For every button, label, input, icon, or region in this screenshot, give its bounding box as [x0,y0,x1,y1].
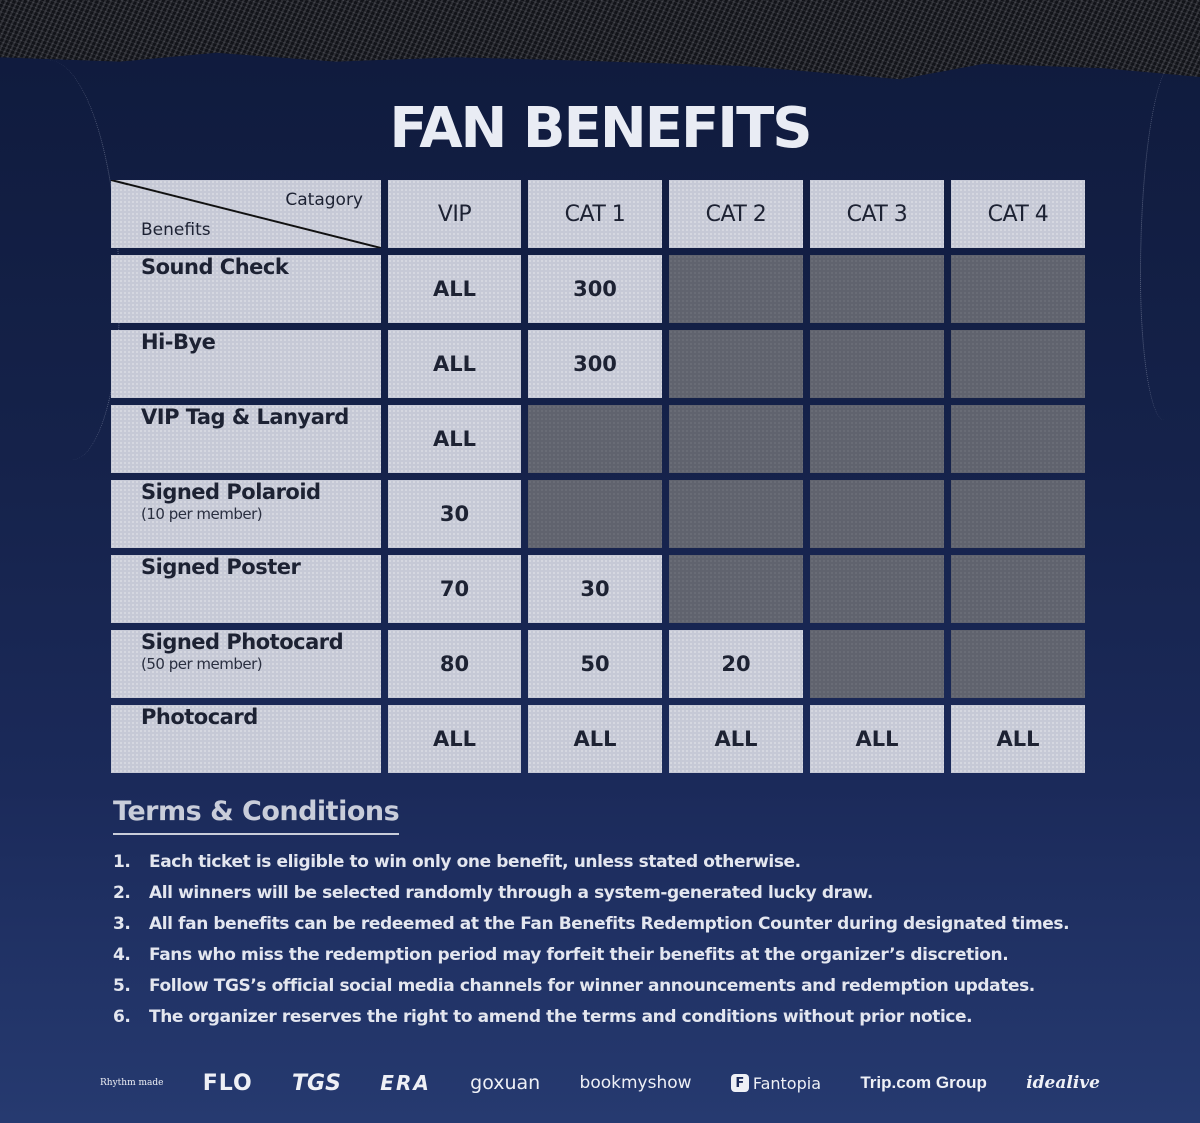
table-cell-empty [669,555,803,623]
table-cell-empty [810,555,944,623]
table-cell-empty [951,630,1085,698]
table-cell-empty [951,555,1085,623]
table-corner-header [111,180,381,248]
table-cell: ALL [388,330,521,398]
terms-item: 4. Fans who miss the redemption period may forfeit their benefits at the organizer’s discretion. [113,945,1009,965]
table-cell-empty [951,405,1085,473]
row-label-sound-check: Sound Check [111,255,381,323]
table-cell-empty [810,630,944,698]
table-cell-empty [951,330,1085,398]
row-label-signed-polaroid: Signed Polaroid (10 per member) [111,480,381,548]
table-cell-empty [669,405,803,473]
table-cell: 30 [528,555,662,623]
row-sublabel: (50 per member) [141,655,263,673]
terms-item: 6. The organizer reserves the right to amend the terms and conditions without prior notice. [113,1007,973,1027]
page-title: FAN BENEFITS [389,96,811,161]
row-label-hi-bye: Hi-Bye [111,330,381,398]
benefits-table [111,180,1085,773]
column-header-vip: VIP [388,180,521,248]
row-label-photocard: Photocard [111,705,381,773]
bookmyshow-logo: bookmyshow [579,1073,692,1093]
column-header-cat1: CAT 1 [528,180,662,248]
flo-logo: FLO [202,1070,253,1096]
terms-list [113,852,1113,1038]
trip-com-logo: Trip.com Group [860,1073,987,1092]
table-cell-empty [669,480,803,548]
table-cell: ALL [388,405,521,473]
fantopia-logo: F Fantopia [731,1074,821,1093]
row-label-signed-poster: Signed Poster [111,555,381,623]
rhythm-made-logo: Rhythm made [100,1078,164,1088]
table-cell: 50 [528,630,662,698]
table-cell: ALL [951,705,1085,773]
table-cell-empty [810,330,944,398]
era-logo: ERA [380,1071,431,1095]
table-cell: ALL [528,705,662,773]
table-cell-empty [528,480,662,548]
row-label-vip-tag-lanyard: VIP Tag & Lanyard [111,405,381,473]
table-cell: 300 [528,330,662,398]
table-cell: ALL [810,705,944,773]
table-cell-empty [951,480,1085,548]
column-header-cat2: CAT 2 [669,180,803,248]
table-cell: 300 [528,255,662,323]
table-cell-empty [810,255,944,323]
table-cell-empty [669,330,803,398]
table-cell: ALL [669,705,803,773]
table-cell: 30 [388,480,521,548]
table-cell-empty [951,255,1085,323]
table-cell-empty [810,405,944,473]
sponsor-logos [100,1064,1100,1102]
tgs-logo: TGS [292,1070,341,1096]
goxuan-logo: goxuan [470,1072,541,1094]
idealive-logo: idealive [1026,1073,1100,1093]
row-label-signed-photocard: Signed Photocard (50 per member) [111,630,381,698]
table-cell-empty [810,480,944,548]
torn-paper-texture [0,0,1200,110]
category-axis-label: Catagory [285,190,363,210]
terms-item: 2. All winners will be selected randomly through a system-generated lucky draw. [113,883,873,903]
column-header-cat3: CAT 3 [810,180,944,248]
terms-item: 5. Follow TGS’s official social media channels for winner announcements and redemption updates. [113,976,1035,996]
table-cell: 80 [388,630,521,698]
row-sublabel: (10 per member) [141,505,263,523]
table-cell: ALL [388,705,521,773]
table-cell: 20 [669,630,803,698]
column-header-cat4: CAT 4 [951,180,1085,248]
terms-item: 3. All fan benefits can be redeemed at the Fan Benefits Redemption Counter during designated times. [113,914,1070,934]
table-cell: 70 [388,555,521,623]
benefits-axis-label: Benefits [141,220,211,240]
terms-heading: Terms & Conditions [113,796,399,835]
terms-item: 1. Each ticket is eligible to win only one benefit, unless stated otherwise. [113,852,801,872]
table-cell-empty [669,255,803,323]
table-cell: ALL [388,255,521,323]
fantopia-icon: F [731,1074,749,1092]
table-cell-empty [528,405,662,473]
